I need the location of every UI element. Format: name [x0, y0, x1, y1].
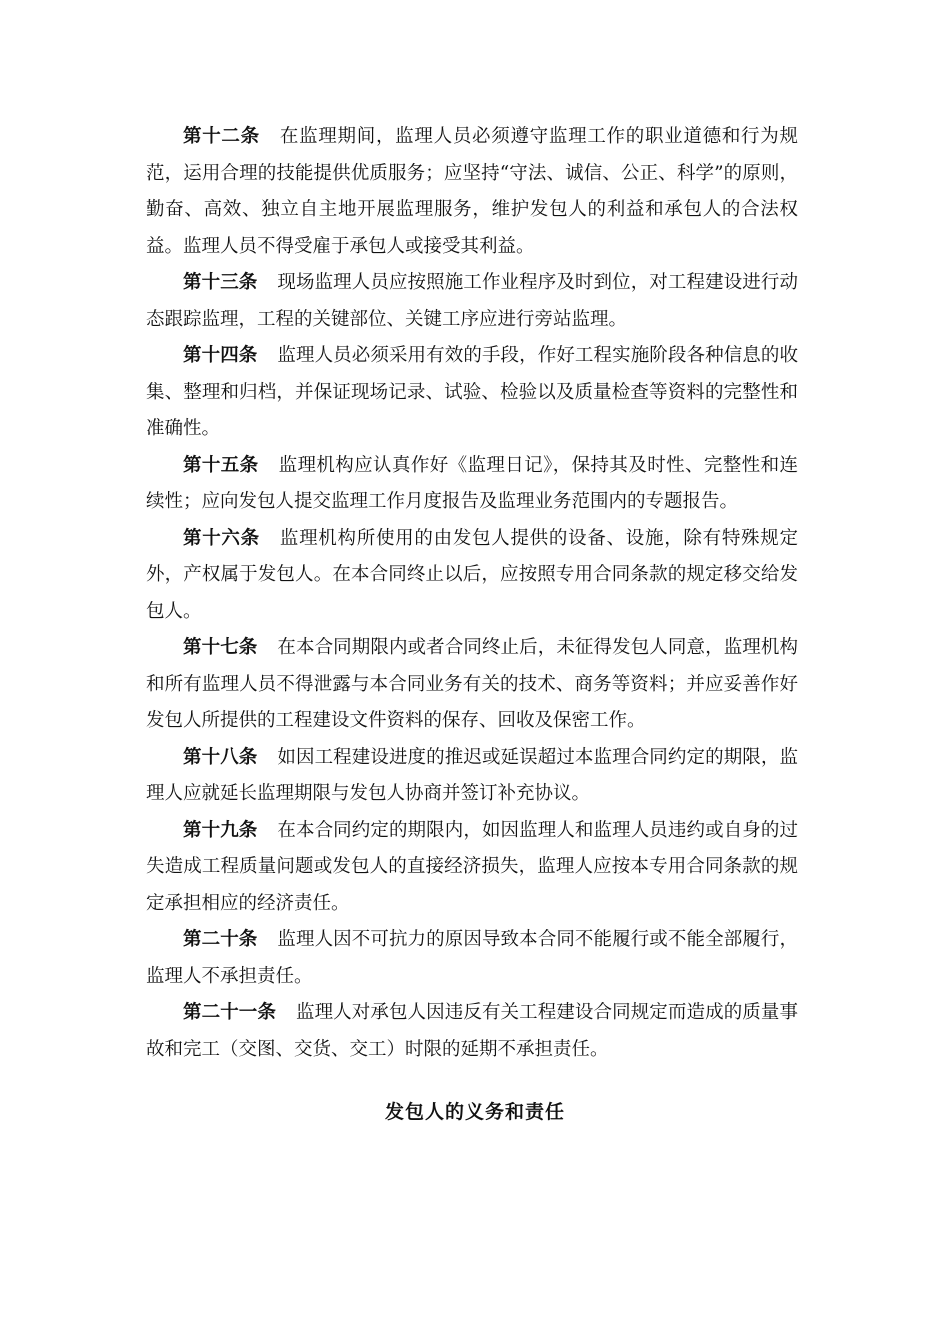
article-number: 第十三条 — [183, 272, 258, 293]
article-number: 第二十一条 — [183, 1002, 276, 1023]
article-text: 监理人员必须采用有效的手段，作好工程实施阶段各种信息的收集、整理和归档，并保证现场记录、试验、检验以及质量检查等资料的完整性和准确性。 — [146, 345, 798, 439]
article-number: 第十五条 — [183, 454, 259, 476]
article-12 — [146, 119, 798, 265]
article-text: 在本合同期限内或者合同终止后，未征得发包人同意，监理机构和所有监理人员不得泄露与本合同业务有关的技术、商务等资料；并应妥善作好发包人所提供的工程建设文件资料的保存、回收及保密工作。 — [146, 637, 798, 731]
articles-body — [146, 119, 798, 1068]
article-16 — [146, 521, 798, 631]
article-text: 监理机构所使用的由发包人提供的设备、设施，除有特殊规定外，产权属于发包人。在本合同终止以后，应按照专用合同条款的规定移交给发包人。 — [146, 527, 798, 622]
article-number: 第十七条 — [183, 637, 258, 658]
article-18 — [146, 740, 798, 813]
article-17 — [146, 630, 798, 740]
article-text: 现场监理人员应按照施工作业程序及时到位，对工程建设进行动态跟踪监理，工程的关键部位、关键工序应进行旁站监理。 — [146, 272, 798, 330]
article-13 — [146, 265, 798, 338]
article-text: 在监理期间，监理人员必须遵守监理工作的职业道德和行为规范，运用合理的技能提供优质服务；应坚持“守法、诚信、公正、科学”的原则，勤奋、高效、独立自主地开展监理服务，维护发包人的利益和承包人的合法权益。监理人员不得受雇于承包人或接受其利益。 — [146, 126, 798, 257]
article-20 — [146, 922, 798, 995]
article-15 — [146, 448, 798, 521]
article-number: 第十九条 — [183, 819, 258, 841]
article-number: 第十六条 — [183, 527, 260, 549]
article-text: 监理机构应认真作好《监理日记》，保持其及时性、完整性和连续性；应向发包人提交监理工作月度报告及监理业务范围内的专题报告。 — [146, 454, 798, 512]
article-text: 在本合同约定的期限内，如因监理人和监理人员违约或自身的过失造成工程质量问题或发包人的直接经济损失，监理人应按本专用合同条款的规定承担相应的经济责任。 — [146, 819, 798, 914]
article-number: 第十八条 — [183, 746, 258, 768]
section-heading: 发包人的义务和责任 — [384, 1101, 565, 1123]
article-text: 监理人对承包人因违反有关工程建设合同规定而造成的质量事故和完工（交图、交货、交工）时限的延期不承担责任。 — [146, 1002, 798, 1060]
article-number: 第十四条 — [183, 345, 258, 366]
article-number: 第二十条 — [183, 929, 258, 950]
article-text: 如因工程建设进度的推迟或延误超过本监理合同约定的期限，监理人应就延长监理期限与发包人协商并签订补充协议。 — [146, 746, 798, 804]
article-text: 监理人因不可抗力的原因导致本合同不能履行或不能全部履行，监理人不承担责任。 — [146, 929, 798, 987]
article-21 — [146, 995, 798, 1068]
article-14 — [146, 338, 798, 448]
article-number: 第十二条 — [183, 126, 260, 147]
article-19 — [146, 813, 798, 923]
